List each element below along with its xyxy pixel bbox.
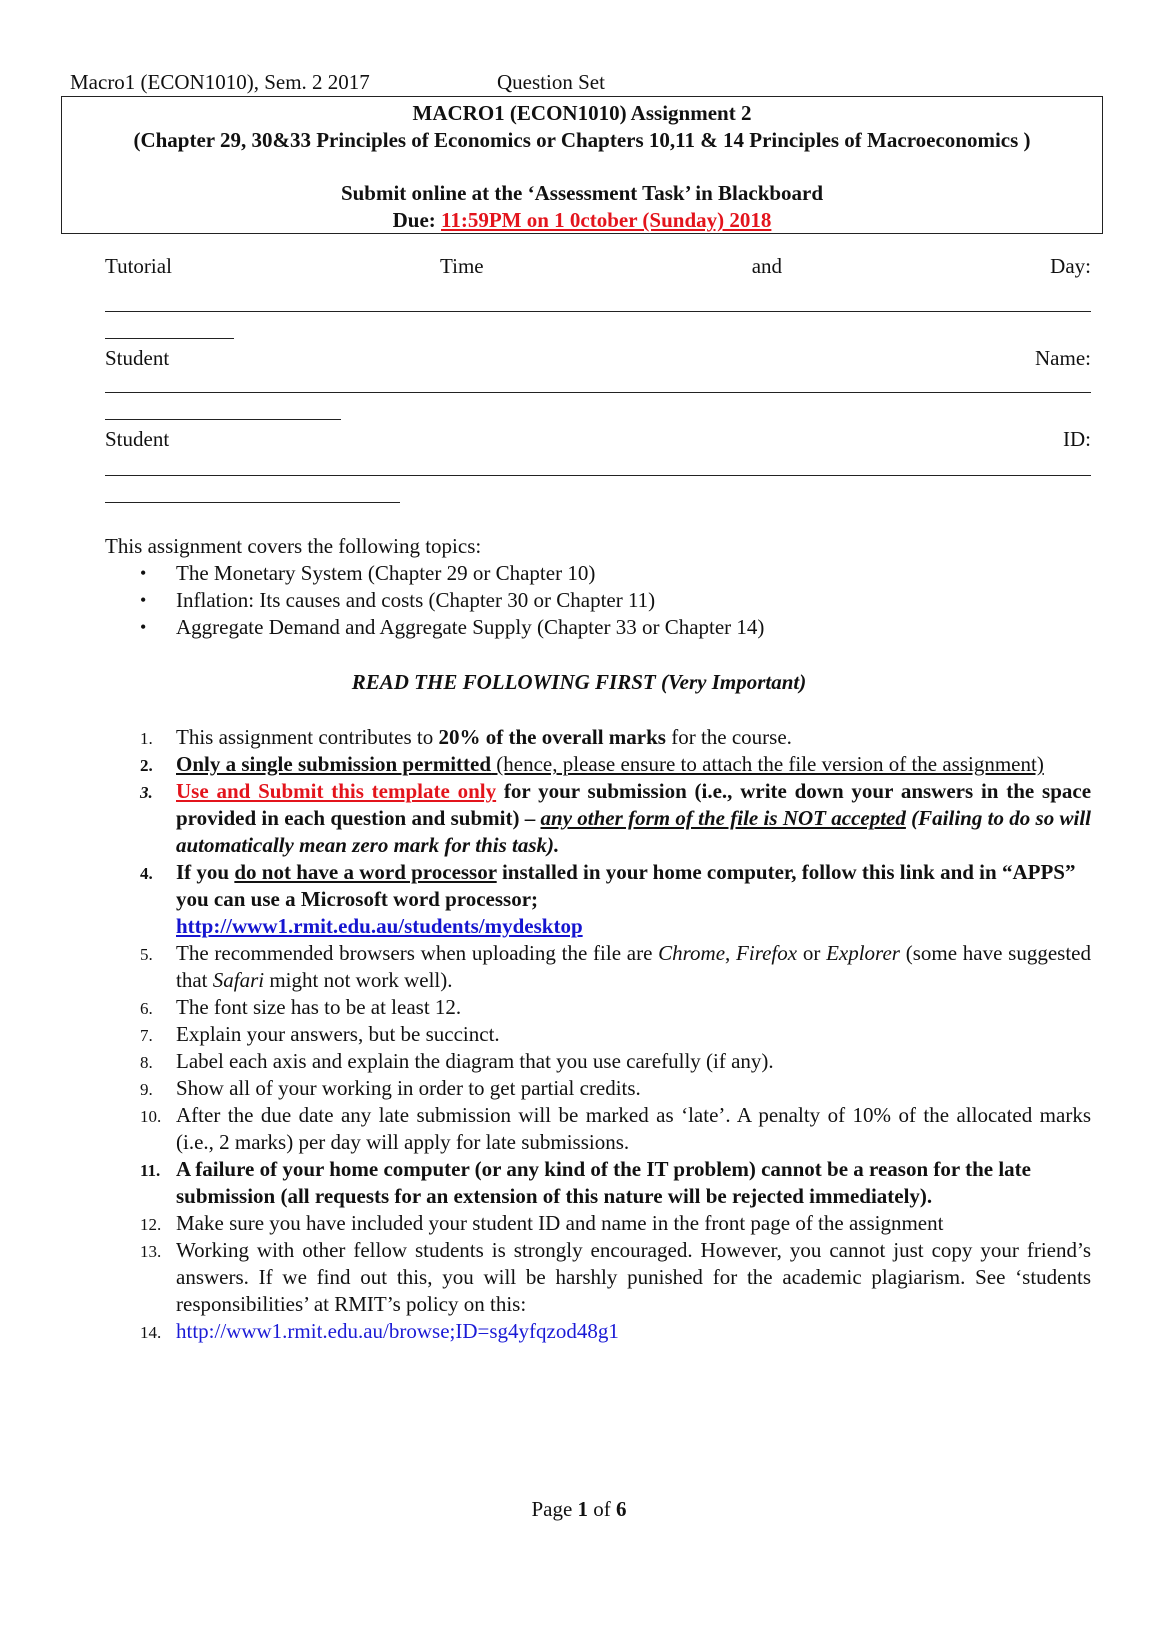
browser-name: Chrome	[658, 941, 726, 965]
label-word: Name:	[1035, 346, 1091, 370]
page-number: 1	[577, 1497, 589, 1521]
browser-name: Explorer	[826, 941, 900, 965]
rule-text: (Failing to do so will automatically mean zero mark for this task).	[176, 806, 1092, 857]
tutorial-field-label	[105, 254, 1091, 279]
rule-item-4	[140, 859, 1091, 940]
due-label: Due:	[392, 208, 442, 232]
topic-text: The Monetary System (Chapter 29 or Chapter 10)	[176, 561, 596, 585]
rule-text: or	[797, 941, 827, 965]
rule-text: Make sure you have included your student ID and name in the front page of the assignment	[176, 1211, 944, 1235]
rule-text: After the due date any late submission will be marked as ‘late’. A penalty of 10% of the allocated marks (i.e., 2 marks) per day will apply for late submissions.	[176, 1103, 1091, 1154]
rule-item-1	[140, 724, 1091, 751]
rule-item-9	[140, 1075, 1091, 1102]
rule-number: 1.	[140, 729, 153, 748]
rule-number: 6.	[140, 999, 153, 1018]
rule-number: 12.	[140, 1215, 162, 1234]
rule-text: Label each axis and explain the diagram that you use carefully (if any).	[176, 1049, 774, 1073]
chapters-line: (Chapter 29, 30&33 Principles of Economics or Chapters 10,11 & 14 Principles of Macroeconomics )	[133, 128, 1031, 152]
label-word: Student	[105, 427, 170, 451]
rule-text: ,	[725, 941, 737, 965]
rule-emphasis: any other form of the file is NOT accepted	[540, 806, 906, 830]
rule-number: 5.	[140, 945, 153, 964]
rule-text: If you	[176, 860, 235, 884]
topic-text: Inflation: Its causes and costs (Chapter 30 or Chapter 11)	[176, 588, 656, 612]
rule-text: installed in your home computer, follow this link and in “APPS” you can use a Microsoft word processor;	[176, 860, 1076, 911]
student-id-answer-line-cont[interactable]	[105, 502, 400, 503]
rule-text: The font size has to be at least 12.	[176, 995, 462, 1019]
rule-text: Working with other fellow students is strongly encouraged. However, you cannot just copy your friend’s answers. If we find out this, you will be harshly punished for the academic plagiarism. See ‘students responsibilities’ at RMIT’s policy on this:	[176, 1238, 1091, 1316]
rules-list	[140, 724, 1091, 1345]
label-word: Day:	[1050, 254, 1091, 278]
topic-item	[140, 560, 764, 587]
rule-emphasis: do not have a word processor	[234, 860, 497, 884]
student-name-answer-line[interactable]	[105, 392, 1091, 393]
rule-text: (some have suggested that	[176, 941, 1091, 992]
submit-instructions: Submit online at the ‘Assessment Task’ in Blackboard	[340, 181, 824, 205]
rule-emphasis: 20% of the overall marks	[438, 725, 666, 749]
label-word: Student	[105, 346, 170, 370]
read-first-heading: READ THE FOLLOWING FIRST (Very Important)	[351, 670, 807, 694]
tutorial-answer-line-cont[interactable]	[105, 338, 234, 339]
rule-number: 9.	[140, 1080, 153, 1099]
rule-item-8	[140, 1048, 1091, 1075]
rule-text: The recommended browsers when uploading the file are	[176, 941, 659, 965]
rule-number: 11.	[140, 1161, 161, 1180]
page-footer	[0, 1497, 1158, 1522]
browser-name: Firefox	[736, 941, 798, 965]
assignment-title: MACRO1 (ECON1010) Assignment 2	[412, 101, 752, 125]
topic-item	[140, 614, 764, 641]
bullet-icon: •	[140, 590, 147, 610]
of-label: of	[588, 1497, 617, 1521]
rule-emphasis: Only a single submission permitted	[176, 752, 492, 776]
rule-item-14	[140, 1318, 1091, 1345]
rule-text: might not work well).	[264, 968, 453, 992]
mydesktop-link[interactable]: http://www1.rmit.edu.au/students/mydesktop	[176, 914, 583, 938]
rule-number: 13.	[140, 1242, 162, 1261]
rule-item-5	[140, 940, 1091, 994]
topics-intro: This assignment covers the following topics:	[105, 534, 482, 558]
rule-number: 2.	[140, 756, 153, 775]
topics-list	[140, 560, 764, 641]
student-id-field-label	[105, 427, 1091, 452]
title-box	[61, 96, 1103, 234]
student-id-answer-line[interactable]	[105, 475, 1091, 476]
course-label: Macro1 (ECON1010), Sem. 2 2017	[70, 70, 370, 94]
rule-emphasis: Use and Submit this template only	[176, 779, 497, 803]
label-word: Time	[440, 254, 484, 278]
page-total: 6	[616, 1497, 627, 1521]
rule-item-3	[140, 778, 1091, 859]
rule-item-12	[140, 1210, 1091, 1237]
rule-text: for the course.	[665, 725, 792, 749]
rule-item-6	[140, 994, 1091, 1021]
rule-item-2	[140, 751, 1091, 778]
running-header	[70, 70, 605, 95]
rule-text: A failure of your home computer (or any kind of the IT problem) cannot be a reason for the late submission (all requests for an extension of this nature will be rejected immediately).	[176, 1157, 1031, 1208]
student-name-answer-line-cont[interactable]	[105, 419, 341, 420]
due-date: 11:59PM on 1 0ctober (Sunday) 2018	[441, 208, 772, 232]
due-line	[62, 207, 1102, 234]
rule-text: Show all of your working in order to get partial credits.	[176, 1076, 641, 1100]
section-label: Question Set	[497, 70, 605, 94]
rule-text: for your submission (i.e., write down your answers in the space provided in each question and submit) –	[176, 779, 1092, 830]
rule-number: 10.	[140, 1107, 162, 1126]
rule-item-13	[140, 1237, 1091, 1318]
rule-number: 4.	[140, 864, 153, 883]
rule-text: Explain your answers, but be succinct.	[176, 1022, 500, 1046]
label-word: ID:	[1063, 427, 1091, 451]
bullet-icon: •	[140, 563, 147, 583]
rule-number: 7.	[140, 1026, 153, 1045]
rule-item-11	[140, 1156, 1091, 1210]
bullet-icon: •	[140, 617, 147, 637]
tutorial-answer-line[interactable]	[105, 311, 1091, 312]
page-label: Page	[531, 1497, 578, 1521]
topic-item	[140, 587, 764, 614]
rule-item-7	[140, 1021, 1091, 1048]
rule-item-10	[140, 1102, 1091, 1156]
label-word: and	[751, 254, 783, 278]
rule-text: This assignment contributes to	[176, 725, 439, 749]
policy-link[interactable]: http://www1.rmit.edu.au/browse;ID=sg4yfqzod48g1	[176, 1319, 619, 1343]
rule-number: 8.	[140, 1053, 153, 1072]
label-word: Tutorial	[105, 254, 172, 278]
rule-text: (hence, please ensure to attach the file version of the assignment)	[491, 752, 1044, 776]
student-name-field-label	[105, 346, 1091, 371]
rule-number: 14.	[140, 1323, 162, 1342]
topic-text: Aggregate Demand and Aggregate Supply (Chapter 33 or Chapter 14)	[176, 615, 765, 639]
browser-name: Safari	[212, 968, 265, 992]
rule-number: 3.	[140, 783, 153, 802]
